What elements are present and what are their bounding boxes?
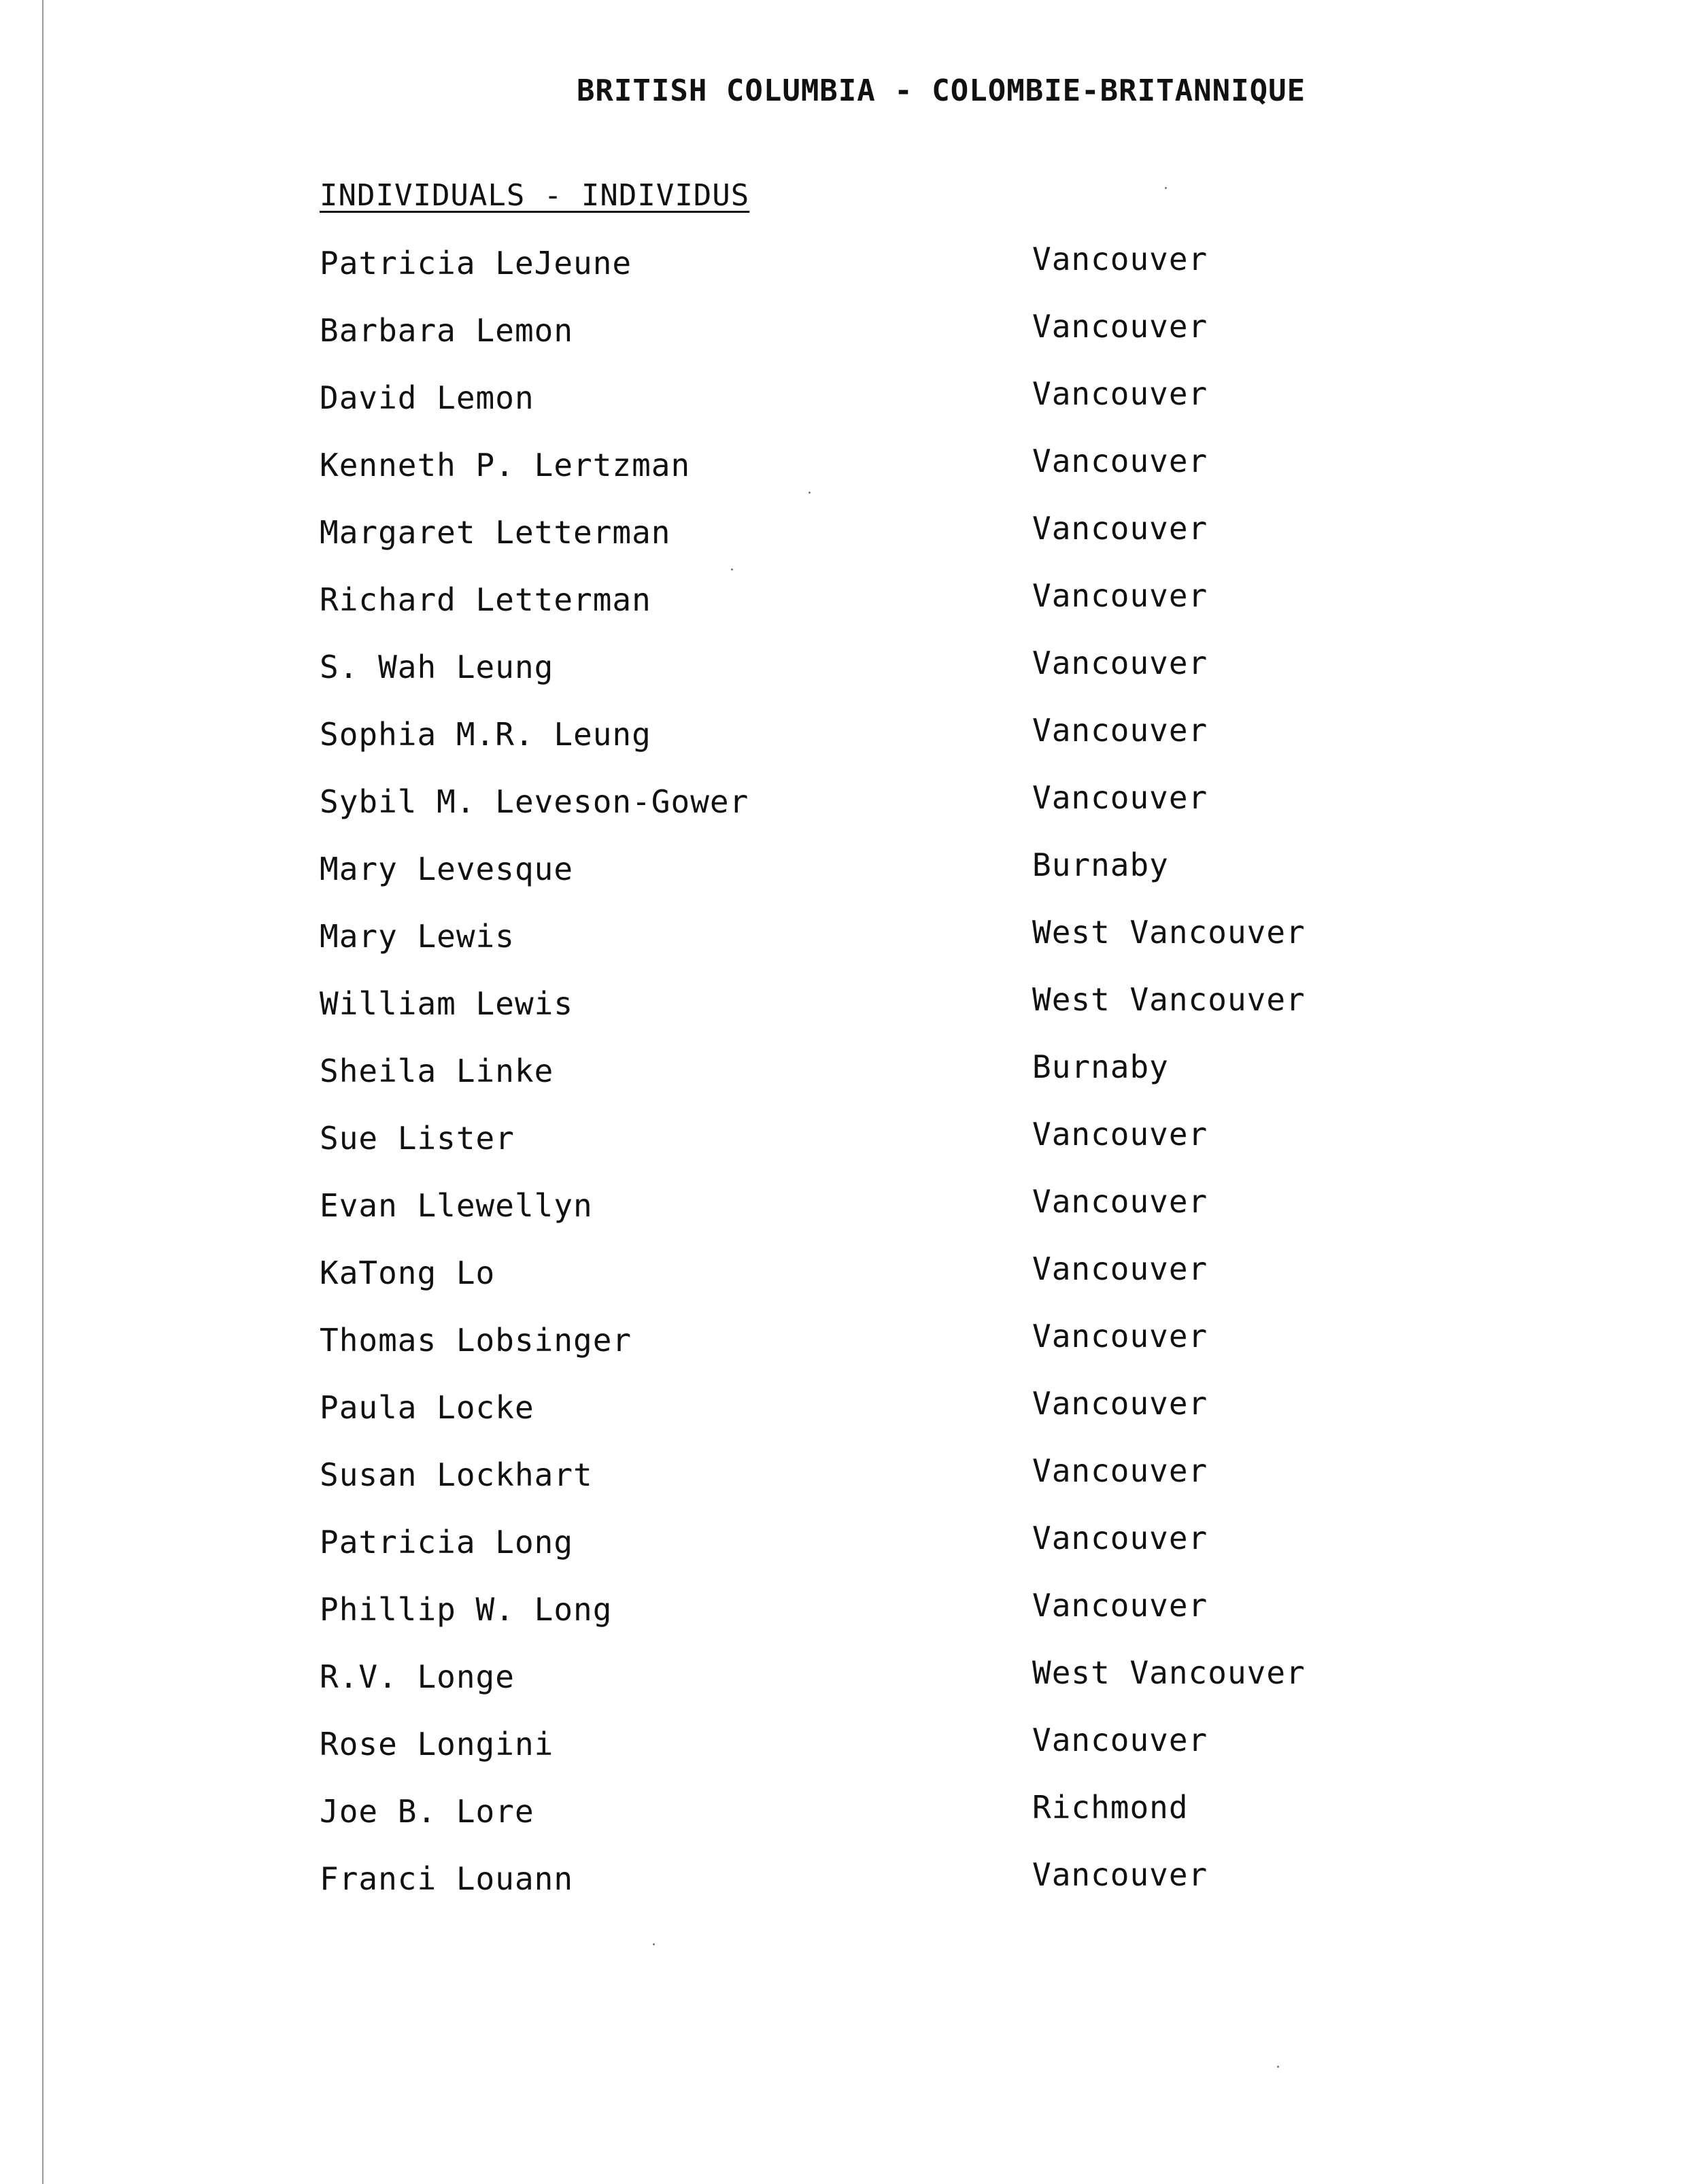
scan-speck	[731, 568, 733, 570]
page-edge-rule	[42, 0, 44, 2184]
entry-city: West Vancouver	[1032, 981, 1306, 1018]
entry-city: Richmond	[1032, 1789, 1189, 1826]
list-item	[320, 577, 1408, 649]
entry-name: Phillip W. Long	[320, 1591, 613, 1628]
entry-city: Vancouver	[1032, 443, 1208, 479]
list-item	[320, 847, 1408, 918]
entry-name: Thomas Lobsinger	[320, 1322, 632, 1359]
list-item	[320, 443, 1408, 514]
section-heading: INDIVIDUALS - INDIVIDUS	[320, 178, 750, 213]
entry-city: Vancouver	[1032, 1452, 1208, 1489]
list-item	[320, 1856, 1408, 1928]
entry-name: Sybil M. Leveson-Gower	[320, 783, 749, 820]
entry-name: Patricia LeJeune	[320, 245, 632, 281]
entry-name: Sheila Linke	[320, 1053, 554, 1089]
entry-city: Vancouver	[1032, 1385, 1208, 1422]
entry-city: Vancouver	[1032, 712, 1208, 749]
entry-city: West Vancouver	[1032, 914, 1306, 951]
entry-city: Burnaby	[1032, 847, 1169, 883]
page-title: BRITISH COLUMBIA - COLOMBIE-BRITANNIQUE	[576, 73, 1306, 108]
list-item	[320, 1654, 1408, 1726]
list-item	[320, 1318, 1408, 1389]
entry-name: S. Wah Leung	[320, 649, 554, 685]
list-item	[320, 712, 1408, 783]
entry-name: Franci Louann	[320, 1860, 574, 1897]
entry-name: Margaret Letterman	[320, 514, 671, 551]
entry-name: Rose Longini	[320, 1726, 554, 1762]
entry-name: William Lewis	[320, 985, 574, 1022]
list-item	[320, 1452, 1408, 1524]
entry-city: Vancouver	[1032, 1116, 1208, 1153]
entry-city: Vancouver	[1032, 779, 1208, 816]
list-item	[320, 1789, 1408, 1860]
entry-name: R.V. Longe	[320, 1658, 515, 1695]
list-item	[320, 1385, 1408, 1456]
entry-city: Vancouver	[1032, 1587, 1208, 1624]
entry-name: Susan Lockhart	[320, 1456, 593, 1493]
entry-name: Richard Letterman	[320, 581, 651, 618]
list-item	[320, 914, 1408, 985]
entry-city: Vancouver	[1032, 510, 1208, 547]
entry-name: Joe B. Lore	[320, 1793, 534, 1830]
list-item	[320, 375, 1408, 447]
entry-city: Vancouver	[1032, 1520, 1208, 1556]
entry-name: Evan Llewellyn	[320, 1187, 593, 1224]
entry-city: Vancouver	[1032, 375, 1208, 412]
list-item	[320, 241, 1408, 312]
entry-name: KaTong Lo	[320, 1255, 496, 1291]
entry-name: Sue Lister	[320, 1120, 515, 1157]
list-item	[320, 510, 1408, 581]
list-item	[320, 1722, 1408, 1793]
entry-list	[320, 241, 1408, 1928]
entry-city: Vancouver	[1032, 1318, 1208, 1354]
entry-name: Mary Lewis	[320, 918, 515, 955]
entry-name: David Lemon	[320, 379, 534, 416]
scan-speck	[1277, 2066, 1279, 2068]
scan-speck	[653, 1943, 655, 1945]
entry-name: Kenneth P. Lertzman	[320, 447, 691, 483]
list-item	[320, 645, 1408, 716]
entry-city: Vancouver	[1032, 1722, 1208, 1758]
entry-name: Barbara Lemon	[320, 312, 574, 349]
entry-city: Vancouver	[1032, 645, 1208, 681]
entry-city: Burnaby	[1032, 1048, 1169, 1085]
entry-name: Mary Levesque	[320, 851, 574, 887]
entry-city: Vancouver	[1032, 577, 1208, 614]
list-item	[320, 981, 1408, 1053]
entry-name: Patricia Long	[320, 1524, 574, 1560]
entry-name: Sophia M.R. Leung	[320, 716, 651, 753]
entry-city: West Vancouver	[1032, 1654, 1306, 1691]
entry-city: Vancouver	[1032, 1856, 1208, 1893]
list-item	[320, 1250, 1408, 1322]
entry-city: Vancouver	[1032, 1250, 1208, 1287]
entry-name: Paula Locke	[320, 1389, 534, 1426]
list-item	[320, 1048, 1408, 1120]
list-item	[320, 1587, 1408, 1658]
list-item	[320, 308, 1408, 379]
scan-speck	[809, 492, 811, 494]
entry-city: Vancouver	[1032, 241, 1208, 277]
list-item	[320, 1520, 1408, 1591]
list-item	[320, 1116, 1408, 1187]
entry-city: Vancouver	[1032, 308, 1208, 345]
scan-speck	[1165, 187, 1167, 189]
entry-city: Vancouver	[1032, 1183, 1208, 1220]
list-item	[320, 1183, 1408, 1255]
list-item	[320, 779, 1408, 851]
